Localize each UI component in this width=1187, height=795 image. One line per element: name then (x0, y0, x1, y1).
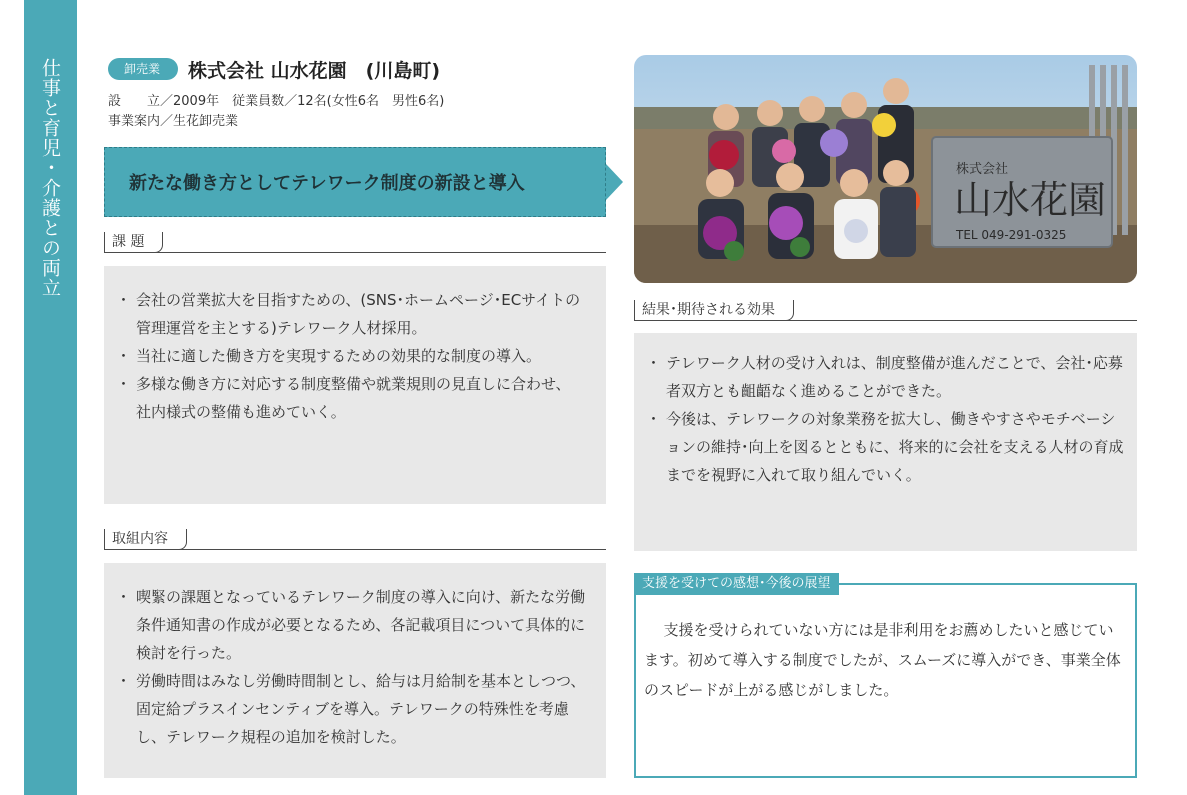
sign-small: 株式会社 (956, 162, 1009, 177)
results-box (634, 333, 1137, 551)
list-item: ・ テレワーク人材の受け入れは、制度整備が進んだことで、会社･応募者双方とも齟齬なく進めることができた。 (646, 349, 1125, 405)
efforts-header (104, 529, 606, 551)
company-info-line1: 設 立／2009年 従業員数／12名(女性6名 男性6名) (108, 94, 445, 109)
banner-title: 新たな働き方としてテレワーク制度の新設と導入 (129, 173, 525, 194)
sidebar-title: 仕事と育児・介護との両立 (39, 58, 61, 298)
support-text: 支援を受けられていない方には是非利用をお薦めしたいと感じています。初めて導入する制度でしたが、スムーズに導入ができ、事業全体のスピードが上がる感じがしました。 (644, 621, 1121, 699)
efforts-list (116, 583, 590, 751)
sign-main: 山水花園 (954, 178, 1107, 222)
challenges-list (116, 286, 584, 426)
list-item: ・ 労働時間はみなし労働時間制とし、給与は月給制を基本としつつ、固定給プラスインセンティブを導入。テレワークの特殊性を考慮し、テレワーク規程の追加を検討した。 (116, 667, 590, 751)
sign-tel: TEL 049-291-0325 (956, 228, 1067, 242)
company-name: 株式会社 山水花園 (川島町) (188, 59, 440, 82)
results-label: 結果･期待される効果 (634, 300, 794, 321)
efforts-label: 取組内容 (104, 529, 187, 550)
banner-arrow (606, 164, 623, 200)
results-list (646, 349, 1125, 489)
industry-badge: 卸売業 (108, 58, 178, 80)
theme-banner (104, 147, 606, 217)
challenges-box (104, 266, 606, 504)
efforts-box (104, 563, 606, 778)
list-item: ・ 当社に適した働き方を実現するための効果的な制度の導入。 (116, 342, 584, 370)
list-item: ・ 多様な働き方に対応する制度整備や就業規則の見直しに合わせ、社内様式の整備も進めていく。 (116, 370, 584, 426)
results-header (634, 300, 1137, 322)
section-rule (104, 252, 606, 253)
company-info-line2: 事業案内／生花卸売業 (108, 114, 239, 129)
support-label: 支援を受けての感想･今後の展望 (634, 573, 839, 595)
staff-photo (634, 55, 1137, 283)
challenges-label: 課 題 (104, 232, 163, 253)
list-item: ・ 喫緊の課題となっているテレワーク制度の導入に向け、新たな労働条件通知書の作成が必要となるため、各記載項目について具体的に検討を行った。 (116, 583, 590, 667)
company-header (108, 56, 440, 82)
challenges-header (104, 232, 606, 254)
staff-photo-illustration (634, 55, 1137, 283)
list-item: ・ 今後は、テレワークの対象業務を拡大し、働きやすさやモチベーションの維持･向上を図るとともに、将来的に会社を支える人材の育成までを視野に入れて取り組んでいく。 (646, 405, 1125, 489)
sidebar-band (24, 0, 77, 795)
list-item: ・ 会社の営業拡大を目指すための、(SNS･ホームページ･ECサイトの管理運営を主とする)テレワーク人材採用。 (116, 286, 584, 342)
support-box (634, 576, 1137, 778)
